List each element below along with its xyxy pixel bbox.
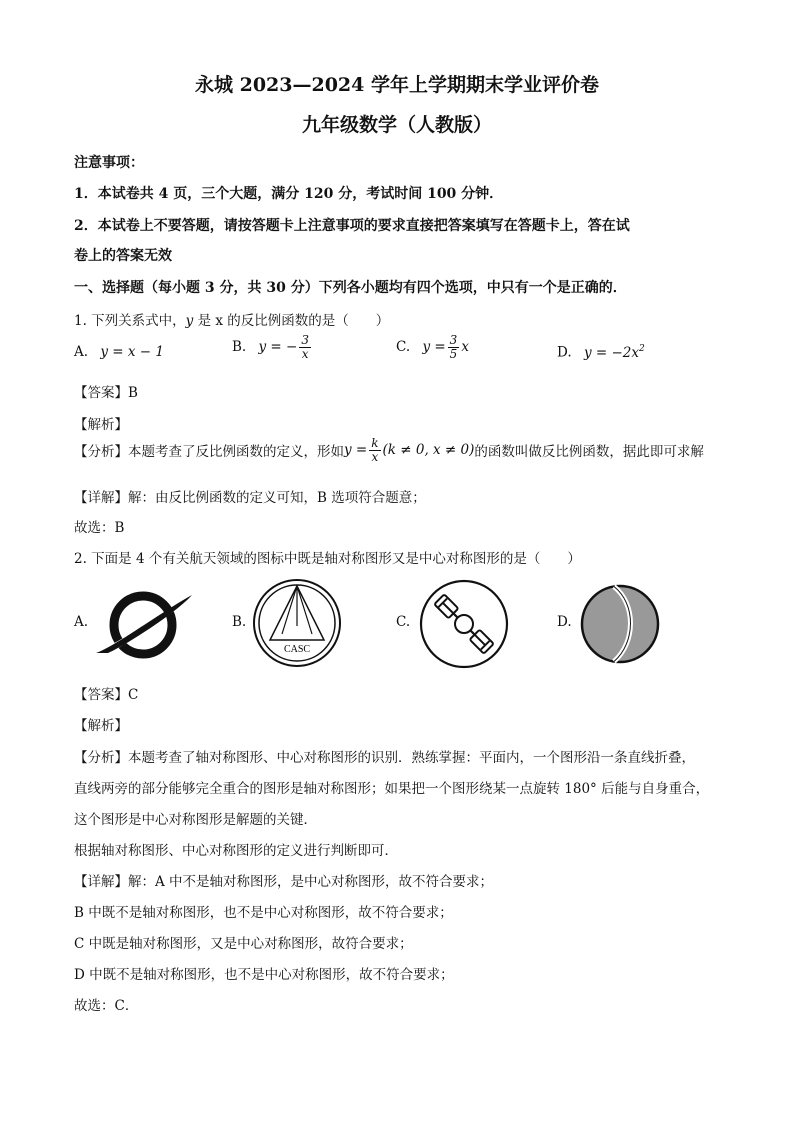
q2-option-d-label: D. bbox=[557, 614, 572, 630]
q1-analysis-y: y = bbox=[344, 442, 368, 459]
q1-analysis-cond: (k ≠ 0, x ≠ 0) bbox=[382, 442, 475, 459]
q2-option-b-label: B. bbox=[232, 614, 247, 630]
notes-item-2b: 卷上的答案无效 bbox=[74, 248, 172, 264]
q1-analysis-head: 【解析】 bbox=[74, 417, 128, 433]
q1-stem-pre: 1. 下列关系式中， bbox=[74, 313, 186, 329]
q1-detail: 【详解】解：由反比例函数的定义可知，B 选项符合题意； bbox=[74, 490, 426, 506]
q1-analysis-pre: 【分析】本题考查了反比例函数的定义，形如 bbox=[74, 444, 344, 461]
orbit-logo-icon bbox=[88, 583, 198, 663]
q1-option-d-expr: y = −2x bbox=[583, 344, 639, 361]
page-title: 永城 2023—2024 学年上学期期末学业评价卷 bbox=[195, 74, 599, 96]
q1-analysis-den: x bbox=[371, 449, 379, 464]
notes-item-1: 1．本试卷共 4 页，三个大题，满分 120 分，考试时间 100 分钟． bbox=[74, 186, 504, 202]
q1-option-c-pre: y = bbox=[422, 339, 446, 356]
q1-option-b bbox=[232, 334, 313, 360]
q1-option-b-den: x bbox=[301, 346, 309, 361]
q2-detail-1: 【详解】解：A 中不是轴对称图形，是中心对称图形，故不符合要求； bbox=[74, 874, 494, 890]
q2-option-a-label: A. bbox=[74, 614, 89, 630]
notes-item-2a: 2．本试卷上不要答题，请按答题卡上注意事项的要求直接把答案填写在答题卡上，答在试 bbox=[74, 218, 630, 234]
q2-detail-2: B 中既不是轴对称图形，也不是中心对称图形，故不符合要求； bbox=[74, 905, 453, 921]
q2-detail-3: C 中既是轴对称图形，又是中心对称图形，故符合要求； bbox=[74, 936, 413, 952]
q1-answer: 【答案】B bbox=[74, 385, 138, 401]
q2-detail-4: D 中既不是轴对称图形，也不是中心对称图形，故不符合要求； bbox=[74, 967, 454, 983]
q2-option-c-label: C. bbox=[396, 614, 411, 630]
q2-analysis-3: 这个图形是中心对称图形是解题的关键． bbox=[74, 812, 317, 828]
q1-analysis-post: 的函数叫做反比例函数，据此即可求解 bbox=[474, 444, 704, 461]
q1-option-a-label: A. bbox=[74, 344, 89, 360]
q1-option-d-sup: 2 bbox=[638, 344, 645, 354]
q1-option-c-label: C. bbox=[396, 339, 411, 356]
q1-option-d bbox=[557, 344, 645, 361]
q1-result: 故选：B bbox=[74, 520, 125, 536]
q2-analysis-1: 【分析】本题考查了轴对称图形、中心对称图形的识别．熟练掌握：平面内，一个图形沿一条直线折叠， bbox=[74, 750, 695, 766]
q1-option-c-den: 5 bbox=[449, 346, 458, 361]
q1-option-b-label: B. bbox=[232, 339, 247, 356]
q1-stem-post: 是 x 的反比例函数的是（ ） bbox=[193, 313, 390, 329]
q2-answer: 【答案】C bbox=[74, 687, 139, 703]
q1-option-d-label: D. bbox=[557, 344, 572, 361]
casc-logo-icon bbox=[252, 578, 342, 668]
q1-analysis bbox=[74, 437, 704, 463]
q1-stem-var: y bbox=[185, 313, 194, 329]
page-subtitle: 九年级数学（人教版） bbox=[301, 114, 492, 136]
q2-analysis-4: 根据轴对称图形、中心对称图形的定义进行判断即可． bbox=[74, 843, 398, 859]
q1-option-b-pre: y = − bbox=[258, 339, 298, 356]
q1-option-b-num: 3 bbox=[301, 333, 309, 347]
q1-stem bbox=[74, 309, 389, 329]
notes-heading: 注意事项： bbox=[74, 155, 144, 171]
q1-option-a-expr: y = x − 1 bbox=[100, 344, 164, 360]
q2-result: 故选：C． bbox=[74, 998, 139, 1014]
q2-analysis-2: 直线两旁的部分能够完全重合的图形是轴对称图形；如果把一个图形绕某一点旋转 180° 后能与自身重合， bbox=[74, 781, 710, 797]
q2-analysis-head: 【解析】 bbox=[74, 718, 128, 734]
satellite-logo-icon bbox=[418, 578, 510, 670]
q1-option-c bbox=[396, 334, 469, 360]
q2-stem: 2. 下面是 4 个有关航天领域的图标中既是轴对称图形又是中心对称图形的是（ ） bbox=[74, 551, 581, 567]
crescent-logo-icon bbox=[578, 582, 662, 666]
q1-option-c-num: 3 bbox=[449, 333, 458, 347]
section-1-heading: 一、选择题（每小题 3 分，共 30 分）下列各小题均有四个选项，中只有一个是正确的． bbox=[74, 280, 627, 296]
q1-analysis-num: k bbox=[371, 436, 379, 450]
q1-option-a bbox=[74, 344, 164, 360]
q1-option-c-post: x bbox=[461, 339, 469, 356]
casc-logo-text: CASC bbox=[283, 644, 311, 655]
